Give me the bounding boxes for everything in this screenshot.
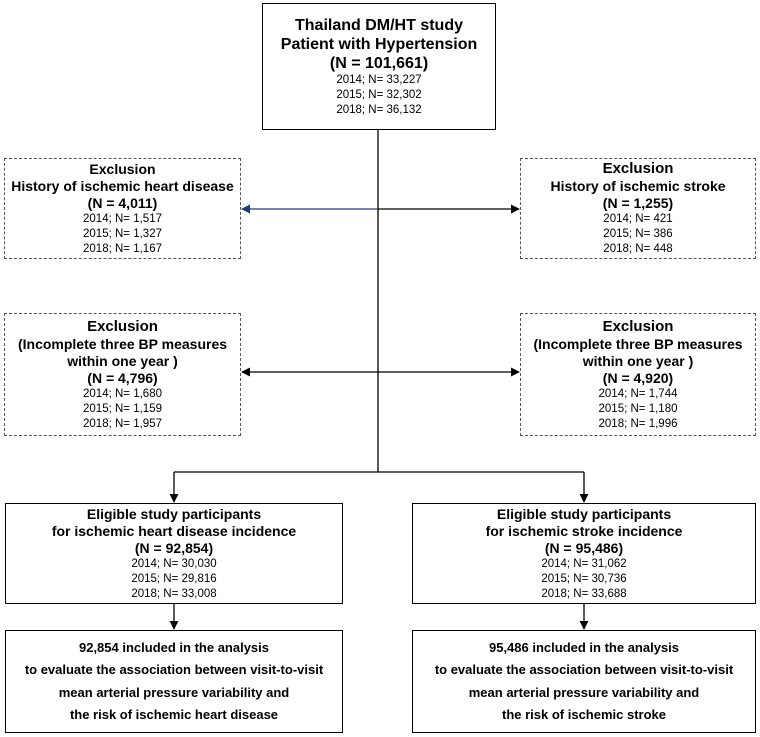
- year-count: 2014; N= 1,517: [83, 212, 162, 225]
- eligible-total: (N = 95,486): [544, 539, 624, 556]
- final-analysis-line: the risk of ischemic heart disease: [69, 707, 279, 722]
- population-title: Patient with Hypertension: [280, 35, 478, 53]
- year-count: 2014; N= 30,030: [131, 557, 217, 570]
- exclusion-heading: Exclusion: [87, 317, 158, 335]
- year-count: 2018; N= 1,957: [83, 417, 162, 430]
- final-analysis-line: 92,854 included in the analysis: [78, 639, 270, 655]
- exclusion-total: (N = 4,011): [87, 194, 158, 211]
- exclusion-bp-left-box: [4, 313, 241, 436]
- exclusion-reason: History of ischemic heart disease: [11, 177, 234, 194]
- eligible-title: Eligible study participants: [86, 505, 262, 522]
- population-total: (N = 101,661): [329, 54, 429, 72]
- eligible-title: Eligible study participants: [496, 505, 672, 522]
- exclusion-total: (N = 4,920): [602, 369, 674, 386]
- exclusion-reason: (Incomplete three BP measures: [533, 335, 743, 352]
- exclusion-heading: Exclusion: [602, 317, 674, 335]
- exclusion-reason: History of ischemic stroke: [550, 178, 726, 194]
- exclusion-reason: (Incomplete three BP measures: [17, 335, 228, 352]
- eligible-stroke-box: [412, 503, 756, 604]
- year-count: 2014; N= 31,062: [541, 557, 627, 570]
- exclusion-heading: Exclusion: [602, 160, 674, 177]
- year-count: 2015; N= 29,816: [131, 572, 217, 585]
- year-count: 2015; N= 1,159: [83, 402, 162, 415]
- eligible-subtitle: for ischemic heart disease incidence: [51, 522, 297, 539]
- final-analysis-line: the risk of ischemic stroke: [501, 707, 666, 722]
- exclusion-ihd-box: [4, 158, 241, 259]
- year-count: 2014; N= 1,744: [598, 387, 678, 400]
- final-analysis-line: mean arterial pressure variability and: [58, 684, 290, 700]
- exclusion-stroke-box: [520, 158, 756, 259]
- final-analysis-line: to evaluate the association between visit-to-visit: [434, 662, 734, 677]
- exclusion-total: (N = 4,796): [87, 369, 158, 386]
- final-analysis-line: to evaluate the association between visit-to-visit: [24, 662, 324, 677]
- year-count: 2014; N= 421: [603, 213, 673, 225]
- eligible-subtitle: for ischemic stroke incidence: [485, 522, 683, 539]
- study-title: Thailand DM/HT study: [295, 16, 463, 34]
- exclusion-bp-right-box: [520, 313, 756, 436]
- year-count: 2015; N= 386: [603, 228, 673, 240]
- final-analysis-line: 95,486 included in the analysis: [488, 639, 680, 655]
- year-count: 2014; N= 33,227: [336, 73, 422, 86]
- exclusion-heading: Exclusion: [89, 160, 156, 177]
- year-count: 2018; N= 36,132: [336, 103, 422, 116]
- year-count: 2015; N= 1,180: [598, 402, 678, 415]
- year-count: 2015; N= 30,736: [541, 572, 627, 585]
- source-population-box: [262, 3, 496, 130]
- final-analysis-stroke-box: [412, 630, 756, 733]
- year-count: 2018; N= 1,167: [83, 242, 162, 255]
- year-count: 2015; N= 32,302: [336, 88, 422, 101]
- year-count: 2018; N= 448: [603, 243, 673, 255]
- final-analysis-line: mean arterial pressure variability and: [468, 684, 700, 700]
- year-count: 2014; N= 1,680: [83, 387, 162, 400]
- eligible-total: (N = 92,854): [134, 539, 214, 556]
- eligible-ihd-box: [5, 503, 343, 604]
- year-count: 2015; N= 1,327: [83, 227, 162, 240]
- final-analysis-ihd-box: [5, 630, 343, 733]
- exclusion-reason: within one year ): [67, 352, 178, 369]
- year-count: 2018; N= 33,688: [541, 587, 627, 600]
- year-count: 2018; N= 33,008: [131, 587, 217, 600]
- exclusion-total: (N = 1,255): [602, 195, 674, 211]
- exclusion-reason: within one year ): [582, 352, 694, 369]
- year-count: 2018; N= 1,996: [598, 417, 678, 430]
